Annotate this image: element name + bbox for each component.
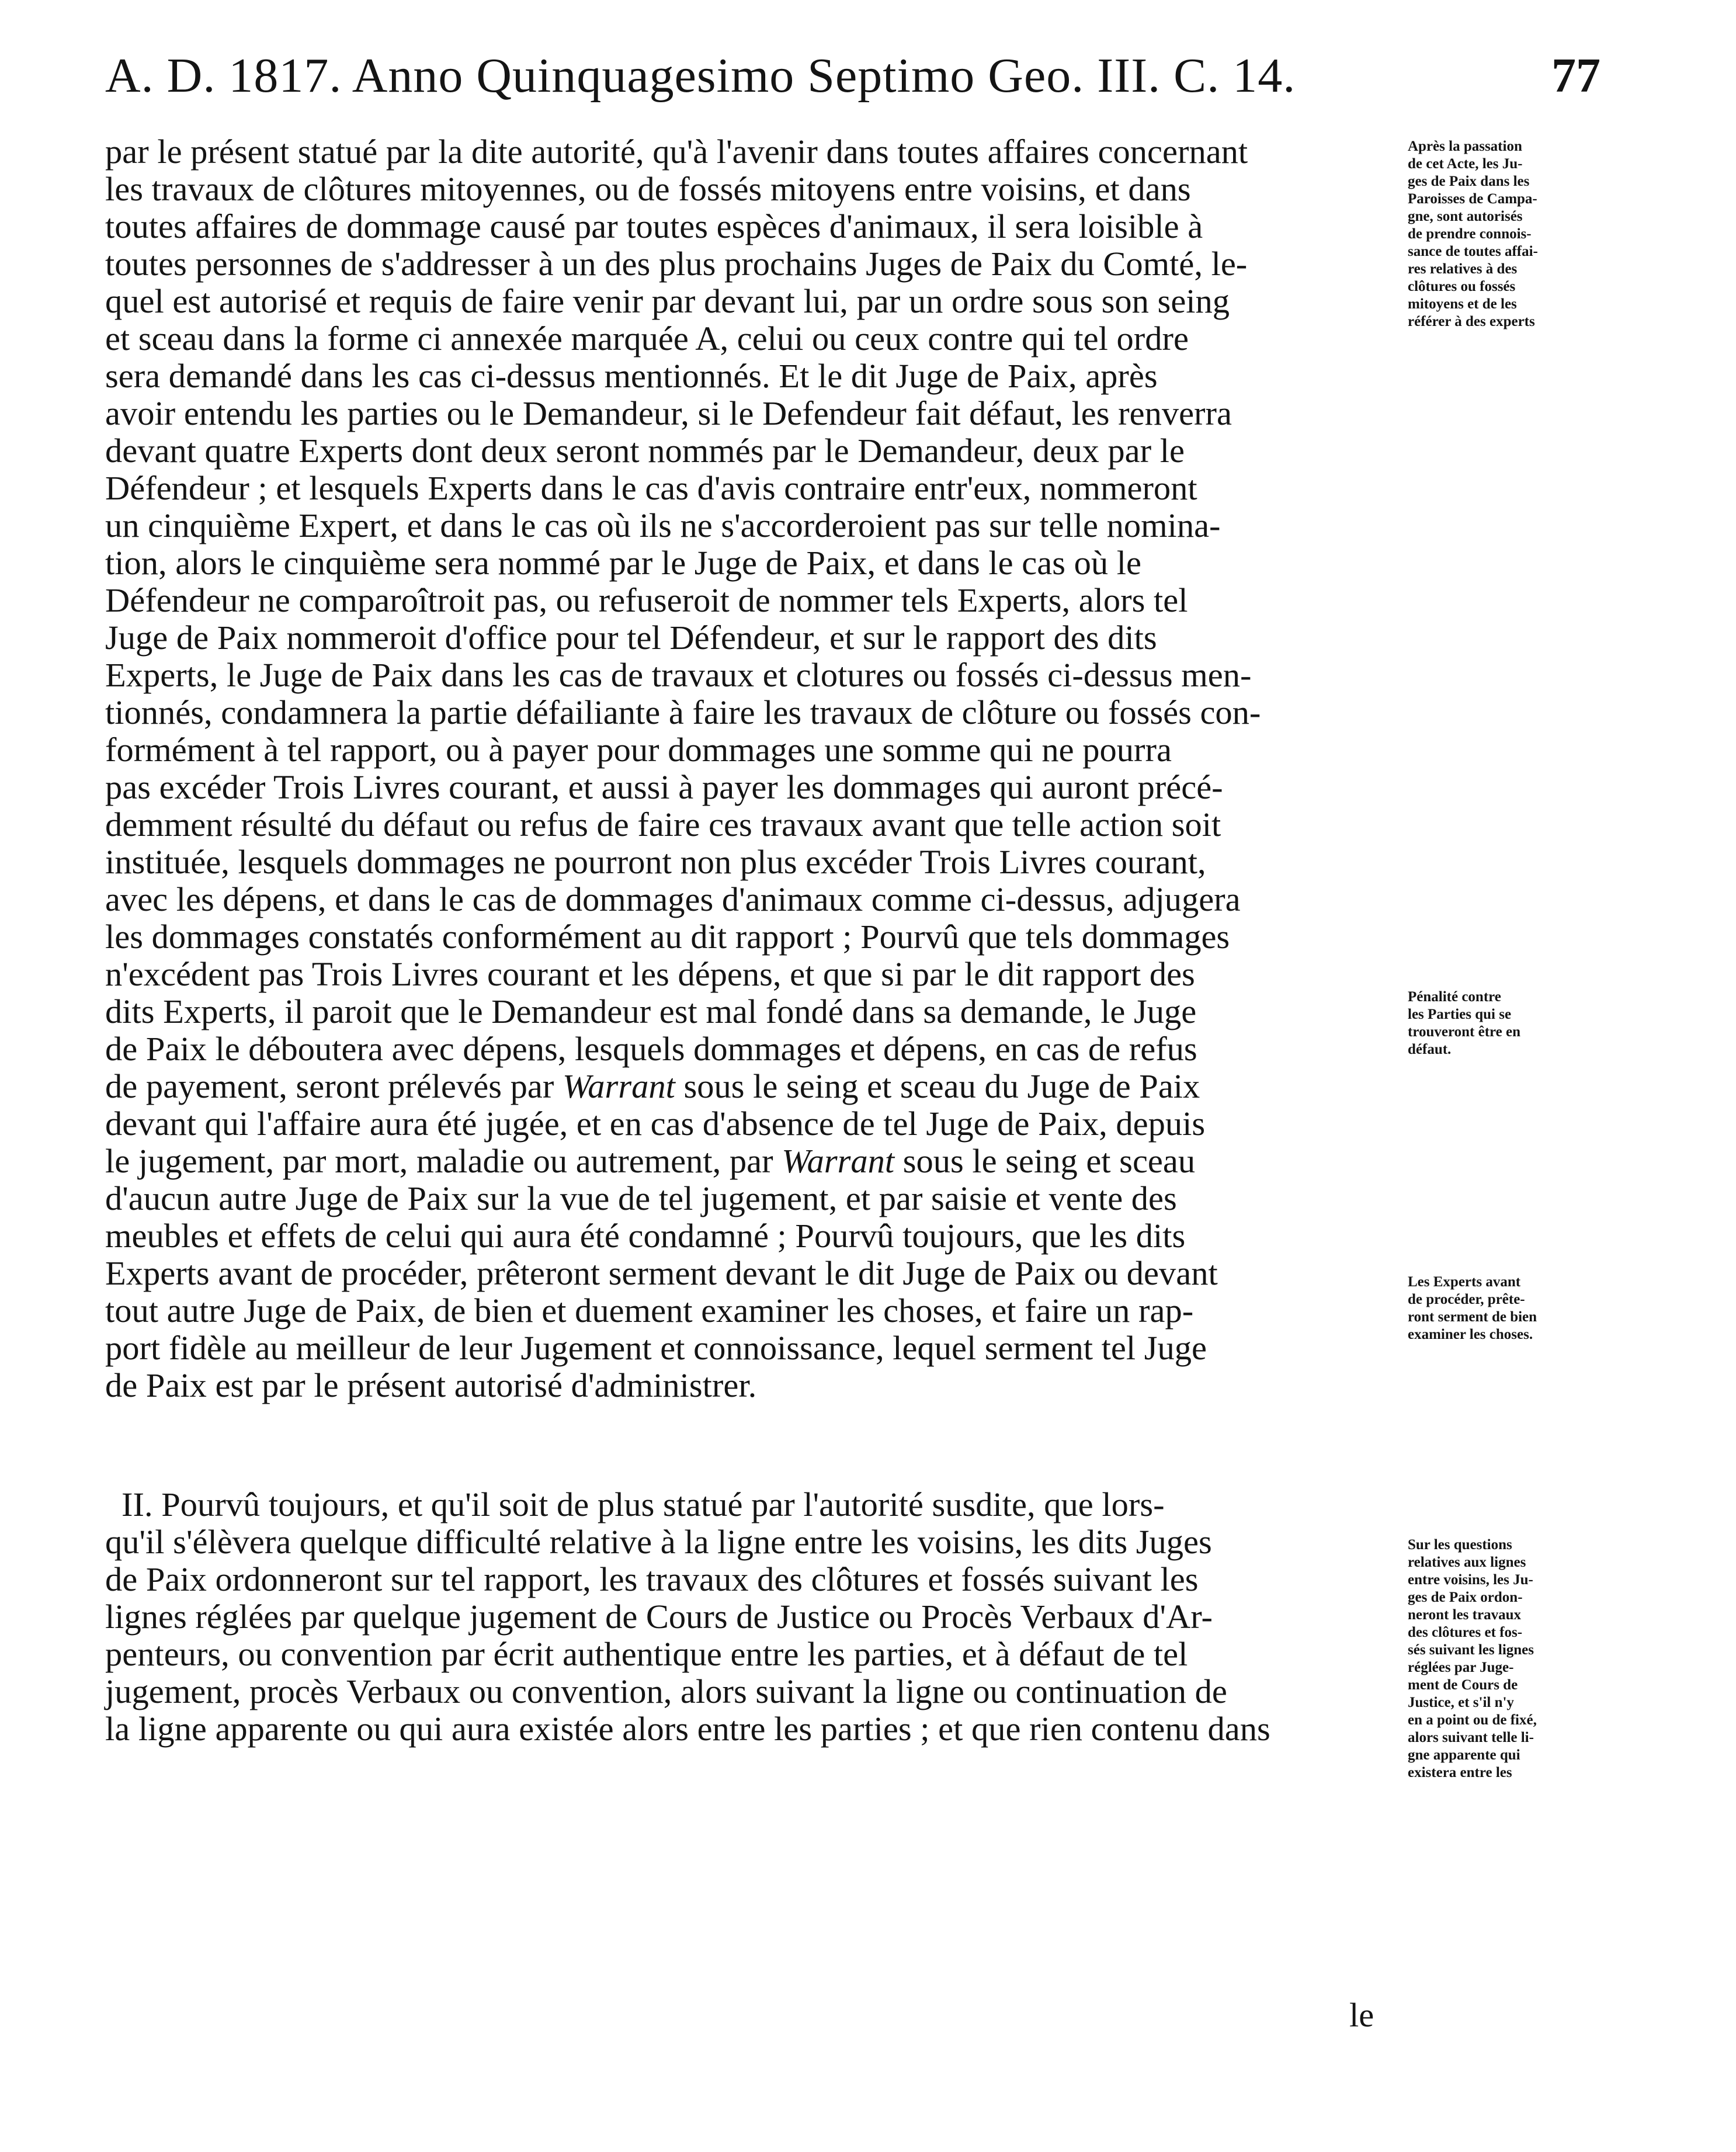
paragraph-1-text-part-2: sous le seing et sceau du Juge de Paix devant qui l'affaire aura été jugée, et en cas d'absence de tel Juge de Paix, depuis le jugement, par mort, maladie ou autrement, par bbox=[105, 1067, 1206, 1180]
margin-note-1: Après la passation de cet Acte, les Ju- ges de Paix dans les Paroisses de Campa- gne, sont autorisés de prendre connois- sance de toutes affai- res relatives à des clôtures ou fossés mitoyens et de les référer à des experts bbox=[1408, 138, 1538, 329]
paragraph-2: II. Pourvû toujours, et qu'il soit de plus statué par l'autorité susdite, que lors- qu'il s'élèvera quelque difficulté relative à la ligne entre les voisins, les dits Juges de Paix ordonneront sur tel rapport, les travaux des clôtures et fossés suivant les lignes réglées par quelque jugement de Cours de Justice ou Procès Verbaux d'Ar- penteurs, ou convention par écrit authentique entre les parties, et à défaut de tel jugement, procès Verbaux ou convention, alors suivant la ligne ou continuation de la ligne apparente ou qui aura existée alors entre les parties ; et que rien contenu dans bbox=[105, 1485, 1270, 1748]
warrant-term-2: Warrant bbox=[782, 1142, 895, 1180]
margin-note-4: Sur les questions relatives aux lignes entre voisins, les Ju- ges de Paix ordon- neront les travaux des clôtures et fos- sés suivant les lignes réglées par Juge- ment de Cours de Justice, et s'il n'y en a point ou de fixé, alors suivant telle li- gne apparente qui existera entre les bbox=[1408, 1537, 1537, 1780]
margin-note-2: Pénalité contre les Parties qui se trouveront être en défaut. bbox=[1408, 989, 1521, 1057]
catchword: le bbox=[1349, 1996, 1374, 2034]
main-text-column bbox=[105, 133, 1393, 1748]
margin-note-3: Les Experts avant de procéder, prête- ront serment de bien examiner les choses. bbox=[1408, 1274, 1537, 1342]
running-title: A. D. 1817. Anno Quinquagesimo Septimo Geo. III. C. 14. bbox=[105, 48, 1296, 103]
page-number: 77 bbox=[1551, 48, 1600, 103]
warrant-term-1: Warrant bbox=[562, 1067, 675, 1105]
paragraph-1-text-part-1: par le présent statué par la dite autorité, qu'à l'avenir dans toutes affaires concernant les travaux de clôtures mitoyennes, ou de fossés mitoyens entre voisins, et dans toutes affaires de dommage causé par toutes espèces d'animaux, il sera loisible à toutes personnes de s'addresser à un des plus prochains Juges de Paix du Comté, le- quel est autorisé et requis de faire venir par devant lui, par un ordre sous son seing et sceau dans la forme ci annexée marquée A, celui ou ceux contre qui tel ordre sera demandé dans les cas ci-dessus mentionnés. Et le dit Juge de Paix, après avoir entendu les parties ou le Demandeur, si le Defendeur fait défaut, les renverra devant quatre Experts dont deux seront nommés par le Demandeur, deux par le Défendeur ; et lesquels Experts dans le cas d'avis contraire entr'eux, nommeront un cinquième Expert, et dans le cas où ils ne s'accorderoient pas sur telle nomina- tion, alors le cinquième sera nommé par le Juge de Paix, et dans le cas où le Défendeur ne comparoîtroit pas, ou refuseroit de nommer tels Experts, alors tel Juge de Paix nommeroit d'office pour tel Défendeur, et sur le rapport des dits Experts, le Juge de Paix dans les cas de travaux et clotures ou fossés ci-dessus men- tionnés, condamnera la partie défailiante à faire les travaux de clôture ou fossés con- formément à tel rapport, ou à payer pour dommages une somme qui ne pourra pas excéder Trois Livres courant, et aussi à payer les dommages qui auront précé- demment résulté du défaut ou refus de faire ces travaux avant que telle action soit instituée, lesquels dommages ne pourront non plus excéder Trois Livres courant, avec les dépens, et dans le cas de dommages d'animaux comme ci-dessus, adjugera les dommages constatés conformément au dit rapport ; Pourvû que tels dommages n'excédent pas Trois Livres courant et les dépens, et que si par le dit rapport des dits Experts, il paroit que le Demandeur est mal fondé dans sa demande, le Juge de Paix le déboutera avec dépens, lesquels dommages et dépens, en cas de refus de payement, seront prélevés par bbox=[105, 133, 1261, 1105]
page-header bbox=[105, 41, 1600, 111]
paragraph-1-text-part-3: sous le seing et sceau d'aucun autre Juge de Paix sur la vue de tel jugement, et par saisie et vente des meubles et effets de celui qui aura été condamné ; Pourvû toujours, que les dits Experts avant de procéder, prêteront serment devant le dit Juge de Paix ou devant tout autre Juge de Paix, de bien et duement examiner les choses, et faire un rap- port fidèle au meilleur de leur Jugement et connoissance, lequel serment tel Juge de Paix est par le présent autorisé d'administrer. bbox=[105, 1142, 1218, 1404]
paragraph-1 bbox=[105, 133, 1393, 1404]
